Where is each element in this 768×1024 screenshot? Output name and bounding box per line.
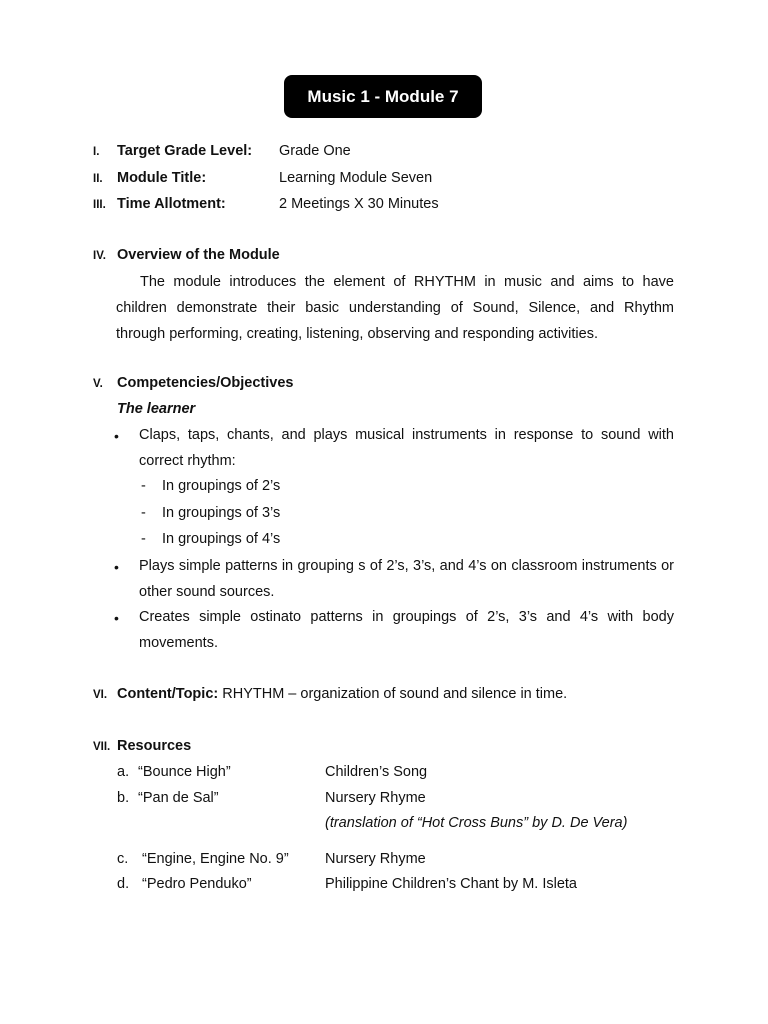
overview-text: The module introduces the element of RHYTHM in music and aims to have children demonstrate their basic understanding of Sound, Silence, and Rhythm through performing, creating, listening, observing and responding activities. xyxy=(116,274,674,342)
section-number-iii: III. xyxy=(93,199,106,211)
time-allotment-label: Time Allotment: xyxy=(117,196,226,212)
resource-letter: a. xyxy=(117,764,130,780)
content-topic-text: RHYTHM – organization of sound and silence in time. xyxy=(222,686,568,702)
content-topic-line xyxy=(117,686,567,702)
resource-letter: c. xyxy=(117,851,129,867)
module-title: Music 1 - Module 7 xyxy=(307,86,459,106)
dash-icon: - xyxy=(141,531,146,547)
resource-title: “Pedro Penduko” xyxy=(142,876,252,892)
target-grade-value: Grade One xyxy=(279,143,351,159)
resource-letter: b. xyxy=(117,790,130,806)
competency-item-1: Claps, taps, chants, and plays musical instruments in response to sound with correct rhythm: xyxy=(139,427,674,469)
resource-note: (translation of “Hot Cross Buns” by D. De Vera) xyxy=(325,815,628,831)
resource-type: Nursery Rhyme xyxy=(325,851,426,867)
section-number-vii: VII. xyxy=(93,741,111,753)
dash-icon: - xyxy=(141,505,146,521)
bullet-icon: • xyxy=(114,559,119,575)
overview-heading: Overview of the Module xyxy=(117,247,280,263)
sub-item-2s: In groupings of 2’s xyxy=(162,478,281,494)
module-title-badge xyxy=(284,75,482,118)
sub-item-4s: In groupings of 4’s xyxy=(162,531,281,547)
competency-item-3: Creates simple ostinato patterns in groupings of 2’s, 3’s and 4’s with body movements. xyxy=(139,609,674,651)
section-number-vi: VI. xyxy=(93,689,108,701)
resource-type: Children’s Song xyxy=(325,764,428,780)
competencies-heading: Competencies/Objectives xyxy=(117,375,294,391)
time-allotment-value: 2 Meetings X 30 Minutes xyxy=(279,196,439,212)
bullet-icon: • xyxy=(114,610,119,626)
target-grade-label: Target Grade Level: xyxy=(117,143,253,159)
section-number-iv: IV. xyxy=(93,250,107,262)
module-title-value: Learning Module Seven xyxy=(279,170,433,186)
content-topic-label: Content/Topic: xyxy=(117,686,219,702)
resource-title: “Engine, Engine No. 9” xyxy=(142,851,289,867)
competency-item-2: Plays simple patterns in grouping s of 2’s, 3’s, and 4’s on classroom instruments or other sound sources. xyxy=(139,558,674,600)
section-number-v: V. xyxy=(93,378,103,390)
resource-type: Nursery Rhyme xyxy=(325,790,426,806)
section-number-i: I. xyxy=(93,146,100,158)
resource-type: Philippine Children’s Chant by M. Isleta xyxy=(325,876,578,892)
sub-item-3s: In groupings of 3’s xyxy=(162,505,281,521)
resource-title: “Pan de Sal” xyxy=(138,790,219,806)
bullet-icon: • xyxy=(114,428,119,444)
resources-heading: Resources xyxy=(117,738,192,754)
learner-subheading: The learner xyxy=(117,401,196,417)
overview-paragraph xyxy=(116,269,674,347)
resource-letter: d. xyxy=(117,876,130,892)
module-title-label: Module Title: xyxy=(117,170,207,186)
dash-icon: - xyxy=(141,478,146,494)
resource-title: “Bounce High” xyxy=(138,764,231,780)
section-number-ii: II. xyxy=(93,173,103,185)
